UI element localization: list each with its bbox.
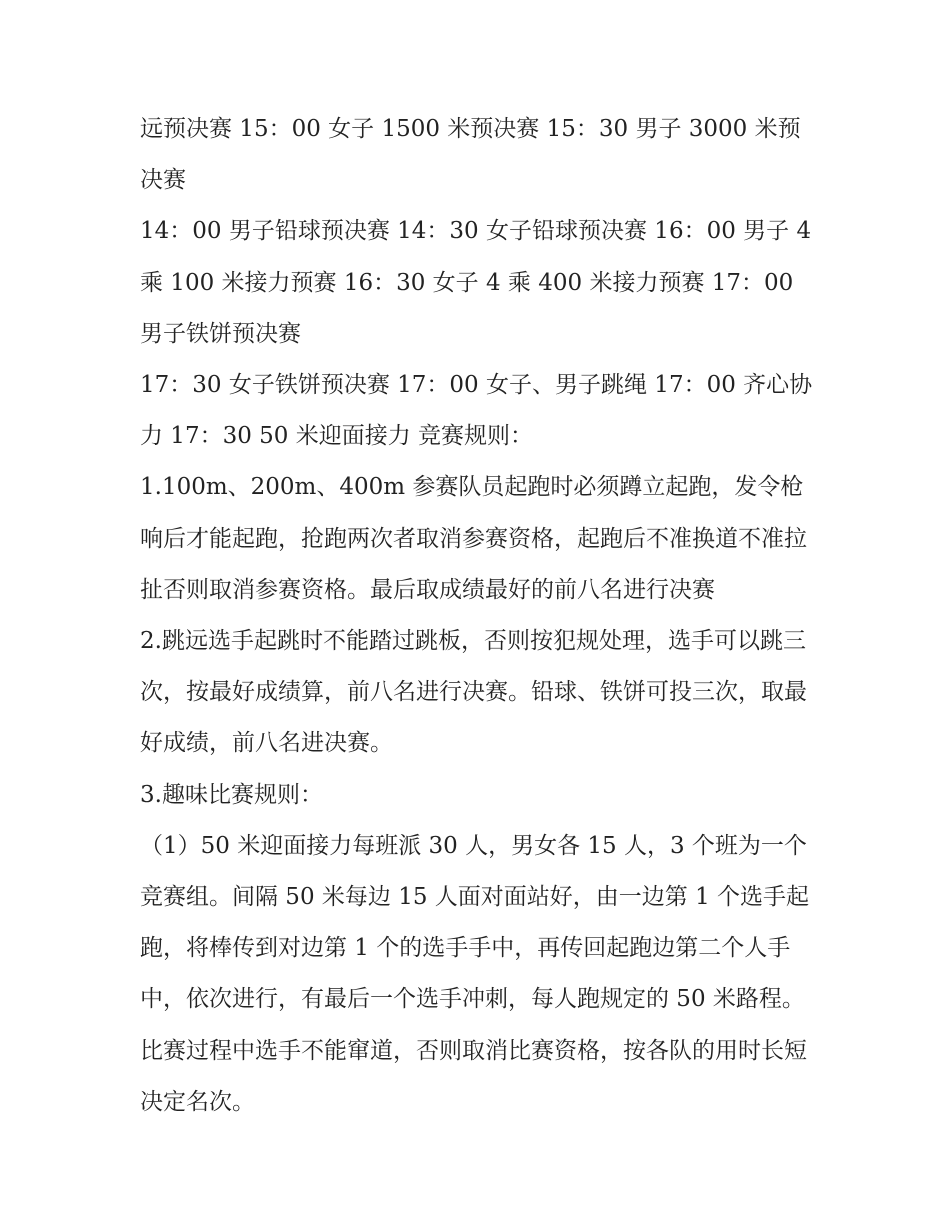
rule-paragraph-2: 2.跳远选手起跳时不能踏过跳板，否则按犯规处理，选手可以跳三次，按最好成绩算，前八名进行决赛。铅球、铁饼可投三次，取最好成绩，前八名进决赛。 [140,628,807,757]
rule-paragraph-1: 1.100m、200m、400m 参赛队员起跑时必须蹲立起跑，发令枪响后才能起跑，抢跑两次者取消参赛资格，起跑后不准换道不准拉扯否则取消参赛资格。最后取成绩最好的前八名进行决赛 [140,474,807,603]
schedule-paragraph-3: 17：30 女子铁饼预决赛 17：00 女子、男子跳绳 17：00 齐心协力 17：30 50 米迎面接力 竞赛规则： [140,372,813,450]
document-body [140,104,815,1128]
schedule-paragraph-1: 远预决赛 15：00 女子 1500 米预决赛 15：30 男子 3000 米预决赛 [140,116,801,194]
rule-paragraph-3-1: （1）50 米迎面接力每班派 30 人，男女各 15 人，3 个班为一个竞赛组。间隔 50 米每边 15 人面对面站好，由一边第 1 个选手起跑，将棒传到对边第 1 个的选手手中，再传回起跑边第二个人手中，依次进行，有最后一个选手冲刺，每人跑规定的 50 米路程。比赛过程中选手不能窜道，否则取消比赛资格，按各队的用时长短决定名次。 [140,832,810,1115]
rule-heading-3: 3.趣味比赛规则： [140,781,323,808]
schedule-paragraph-2: 14：00 男子铅球预决赛 14：30 女子铅球预决赛 16：00 男子 4 乘 100 米接力预赛 16：30 女子 4 乘 400 米接力预赛 17：00 男子铁饼预决赛 [140,218,812,347]
